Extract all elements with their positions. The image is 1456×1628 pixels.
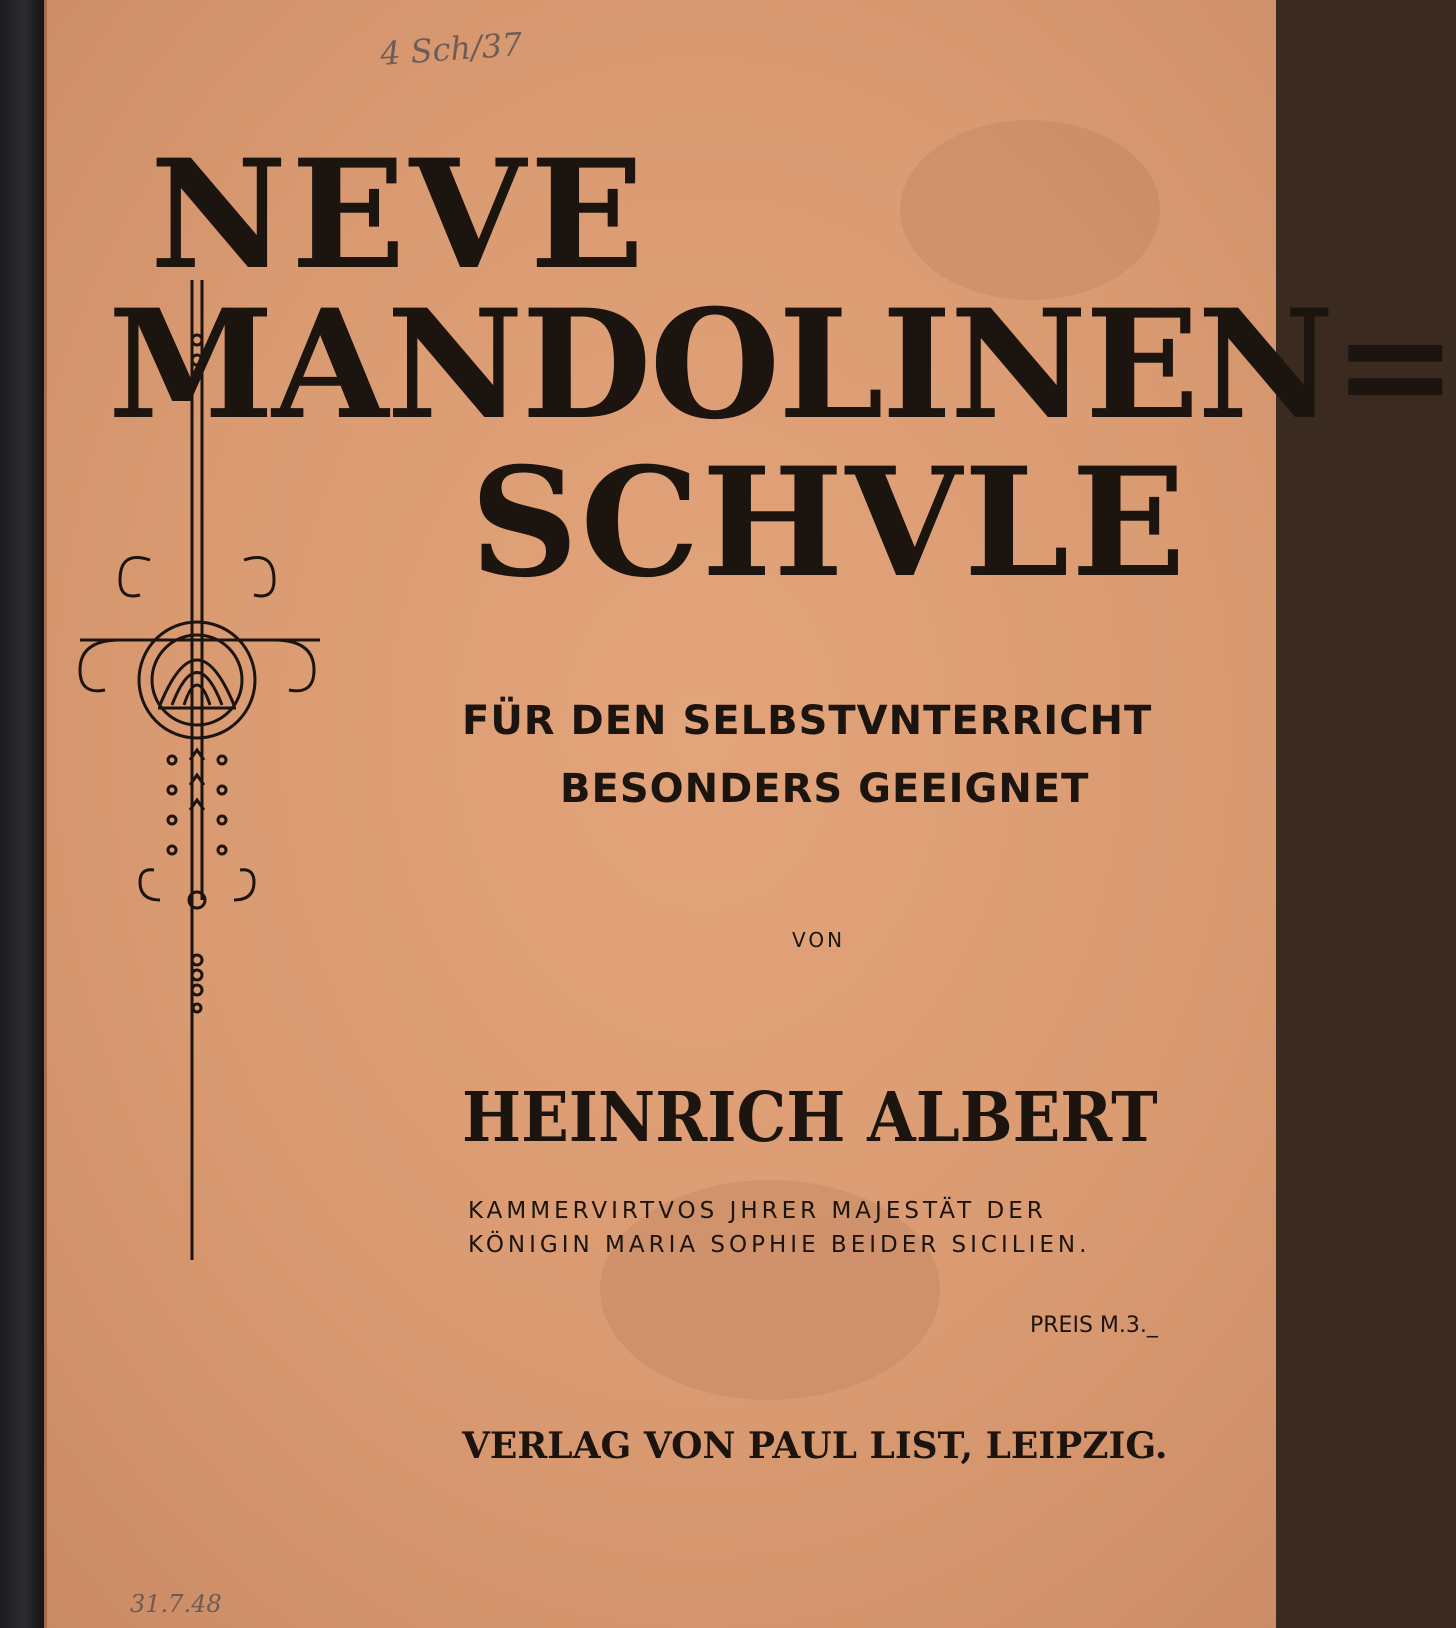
book-spine	[0, 0, 44, 1628]
spine-edge	[44, 0, 47, 1628]
affiliation-line-2: KÖNIGIN MARIA SOPHIE BEIDER SICILIEN.	[468, 1232, 1091, 1258]
affiliation-line-1: KAMMERVIRTVOS JHRER MAJESTÄT DER	[468, 1198, 1047, 1224]
subtitle-line-1: FÜR DEN SELBSTVNTERRICHT	[462, 698, 1153, 744]
ornament-icon	[60, 260, 360, 1260]
by-label: VON	[792, 928, 846, 952]
paper-stain	[900, 120, 1160, 300]
title-line-1: NEVE	[150, 127, 649, 303]
title-line-2: MANDOLINEN=	[108, 277, 1456, 453]
publisher-line: VERLAG VON PAUL LIST, LEIPZIG.	[462, 1425, 1168, 1467]
title-line-3: SCHVLE	[470, 435, 1188, 611]
handwritten-shelfmark: 4 Sch/37	[378, 25, 524, 73]
handwritten-date: 31.7.48	[130, 1590, 222, 1618]
price-label: PREIS M.3._	[1030, 1313, 1158, 1338]
author-name: HEINRICH ALBERT	[462, 1078, 1158, 1158]
subtitle-line-2: BESONDERS GEEIGNET	[560, 766, 1090, 812]
